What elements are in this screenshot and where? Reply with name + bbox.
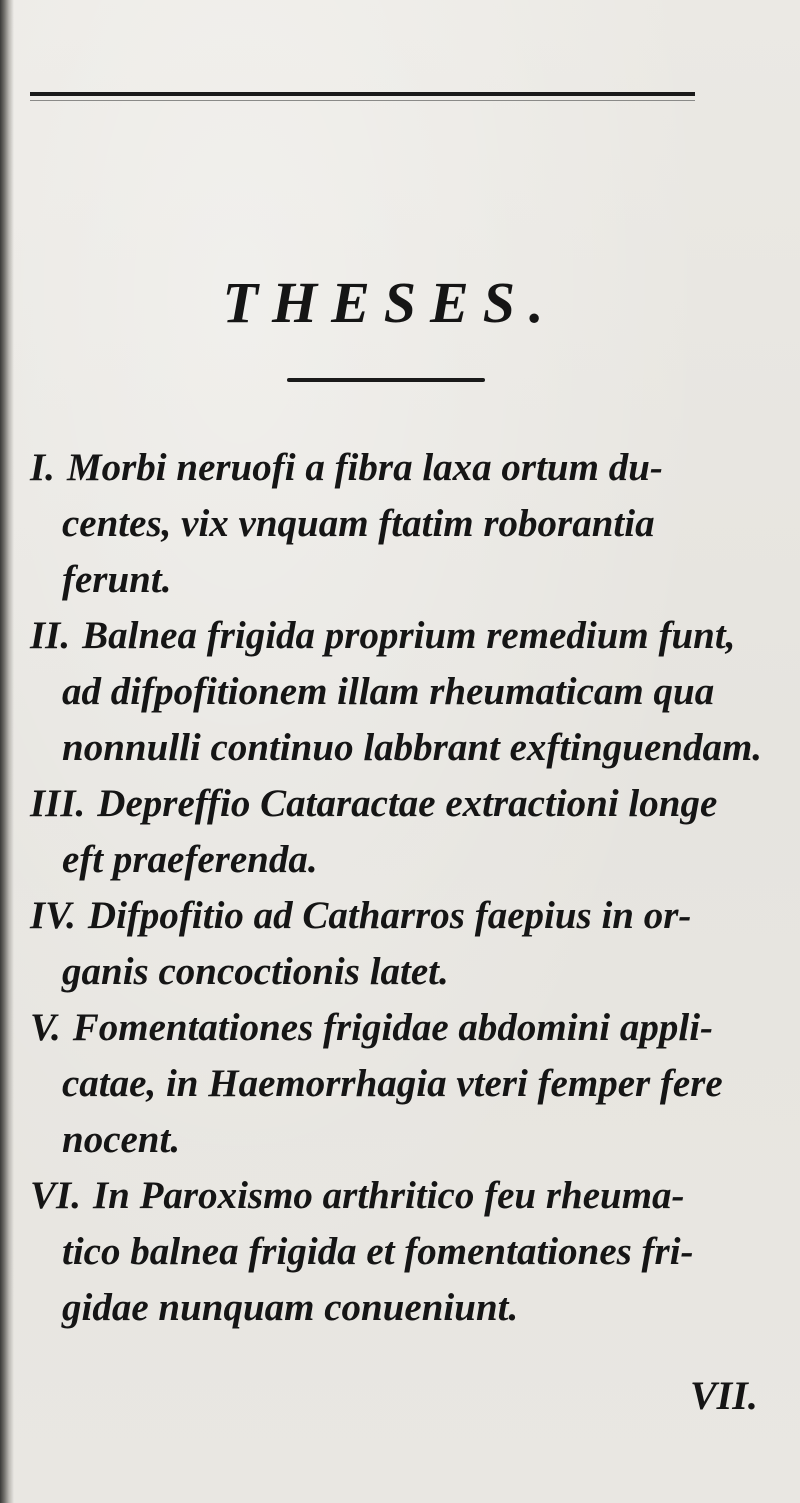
thesis-line: Difpofitio ad Catharros faepius in or-: [87, 894, 692, 937]
thesis-line: Morbi neruofi a fibra laxa ortum du-: [66, 446, 663, 489]
thesis-2: [0, 608, 800, 776]
thesis-line: Depreffio Cataractae extractioni longe: [97, 782, 718, 825]
thesis-line: centes, vix vnquam ftatim roborantia: [62, 502, 655, 545]
thesis-1: [0, 440, 800, 608]
thesis-line: Balnea frigida proprium remedium funt,: [82, 614, 736, 657]
thesis-number: II.: [30, 614, 71, 657]
thesis-line: nocent.: [62, 1118, 181, 1161]
top-rule: [30, 92, 695, 96]
thesis-line: catae, in Haemorrhagia vteri femper fere: [62, 1062, 723, 1105]
thesis-line: Fomentationes frigidae abdomini appli-: [72, 1006, 714, 1049]
thesis-line: ganis concoctionis latet.: [62, 950, 449, 993]
thesis-line: In Paroxismo arthritico feu rheuma-: [92, 1174, 685, 1217]
thesis-number: VI.: [30, 1174, 81, 1217]
thesis-number: I.: [30, 446, 55, 489]
thesis-number: V.: [30, 1006, 61, 1049]
top-rule-thin: [30, 100, 695, 101]
thesis-6: [0, 1168, 800, 1336]
thesis-5: [0, 1000, 800, 1168]
thesis-line: gidae nunquam conueniunt.: [62, 1286, 519, 1329]
thesis-line: eft praeferenda.: [62, 838, 318, 881]
theses-list: [0, 440, 800, 1336]
thesis-line: nonnulli continuo labbrant exftinguendam.: [62, 726, 763, 769]
thesis-number: IV.: [30, 894, 76, 937]
title-rule: [287, 378, 485, 382]
page-title: THESES.: [222, 270, 558, 335]
thesis-line: ferunt.: [62, 558, 172, 601]
thesis-line: tico balnea frigida et fomentationes fri-: [62, 1230, 694, 1273]
thesis-number: III.: [30, 782, 86, 825]
thesis-4: [0, 888, 800, 1000]
thesis-3: [0, 776, 800, 888]
catchword: VII.: [690, 1373, 758, 1418]
thesis-line: ad difpofitionem illam rheumaticam qua: [62, 670, 715, 713]
